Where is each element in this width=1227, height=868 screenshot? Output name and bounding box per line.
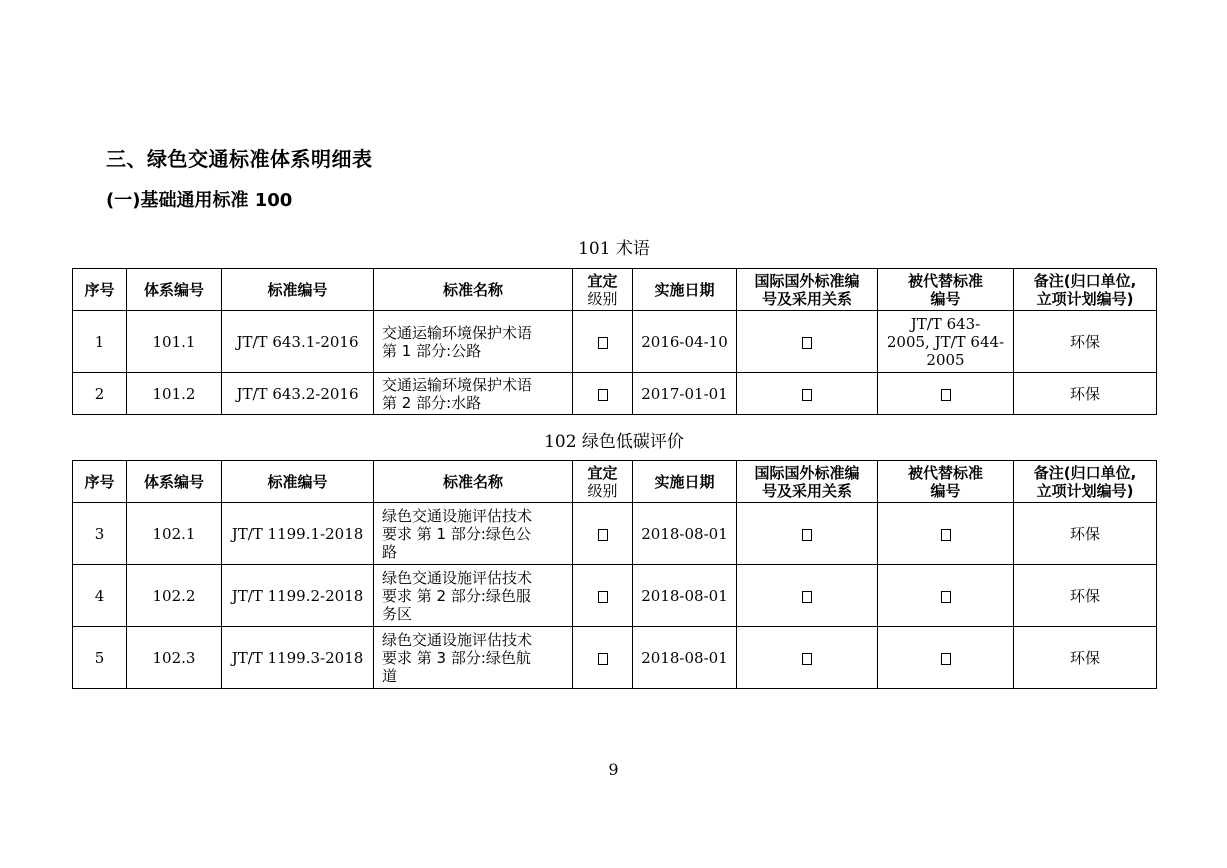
cell-intl <box>737 503 878 565</box>
header-intl-line2: 号及采用关系 <box>761 481 852 500</box>
header-replaced <box>878 461 1014 503</box>
cell-impl-date: 2018-08-01 <box>633 627 737 689</box>
header-level-line1: 宜定 <box>587 271 618 290</box>
cell-impl-date: 2017-01-01 <box>633 373 737 415</box>
header-impl-date: 实施日期 <box>633 461 737 503</box>
subsection-title: (一)基础通用标准 100 <box>106 190 293 211</box>
header-impl-date: 实施日期 <box>633 269 737 311</box>
header-level <box>573 269 633 311</box>
header-level-line1: 宜定 <box>587 463 618 482</box>
cell-standard-name <box>374 503 573 565</box>
cell-standard-name <box>374 627 573 689</box>
header-level-line2: 级别 <box>587 289 618 308</box>
cell-standard-name <box>374 565 573 627</box>
cell-impl-date: 2018-08-01 <box>633 565 737 627</box>
cell-seq: 1 <box>73 311 127 373</box>
name-line3: 道 <box>382 666 398 685</box>
cell-remark: 环保 <box>1014 503 1157 565</box>
empty-box-icon <box>941 529 951 541</box>
header-system-no: 体系编号 <box>127 461 222 503</box>
empty-box-icon <box>802 337 812 349</box>
cell-system-no: 101.1 <box>127 311 222 373</box>
header-intl <box>737 269 878 311</box>
header-standard-no: 标准编号 <box>222 269 374 311</box>
cell-replaced <box>878 503 1014 565</box>
standards-table-101 <box>72 268 1157 415</box>
name-line1: 绿色交通设施评估技术 <box>382 506 533 525</box>
empty-box-icon <box>598 653 608 665</box>
header-remark-line2: 立项计划编号) <box>1036 289 1134 308</box>
cell-replaced <box>878 373 1014 415</box>
cell-seq: 2 <box>73 373 127 415</box>
cell-seq: 5 <box>73 627 127 689</box>
table-caption-102: 102 绿色低碳评价 <box>544 432 684 452</box>
cell-system-no: 102.2 <box>127 565 222 627</box>
empty-box-icon <box>598 389 608 401</box>
cell-remark: 环保 <box>1014 373 1157 415</box>
header-standard-no: 标准编号 <box>222 461 374 503</box>
empty-box-icon <box>598 529 608 541</box>
cell-impl-date: 2016-04-10 <box>633 311 737 373</box>
name-line2: 第 2 部分:水路 <box>382 393 482 412</box>
standards-table-102 <box>72 460 1157 689</box>
empty-box-icon <box>941 389 951 401</box>
empty-box-icon <box>802 591 812 603</box>
empty-box-icon <box>598 591 608 603</box>
empty-box-icon <box>941 653 951 665</box>
name-line2: 要求 第 3 部分:绿色航 <box>382 648 531 667</box>
name-line1: 交通运输环境保护术语 <box>382 375 533 394</box>
header-remark <box>1014 269 1157 311</box>
table-row <box>73 311 1157 373</box>
header-standard-name: 标准名称 <box>374 461 573 503</box>
cell-intl <box>737 373 878 415</box>
cell-remark: 环保 <box>1014 565 1157 627</box>
table-caption-101: 101 术语 <box>578 239 650 259</box>
cell-standard-no: JT/T 1199.3-2018 <box>222 627 374 689</box>
cell-level <box>573 503 633 565</box>
header-system-no: 体系编号 <box>127 269 222 311</box>
empty-box-icon <box>598 337 608 349</box>
name-line1: 绿色交通设施评估技术 <box>382 630 533 649</box>
header-intl <box>737 461 878 503</box>
cell-replaced <box>878 627 1014 689</box>
empty-box-icon <box>802 529 812 541</box>
name-line2: 要求 第 1 部分:绿色公 <box>382 524 531 543</box>
cell-intl <box>737 627 878 689</box>
page-number: 9 <box>608 760 619 779</box>
cell-standard-name <box>374 373 573 415</box>
replaced-line3: 2005 <box>926 350 965 369</box>
header-remark <box>1014 461 1157 503</box>
table-row <box>73 565 1157 627</box>
cell-replaced <box>878 311 1014 373</box>
header-replaced-line2: 编号 <box>930 289 961 308</box>
table-row <box>73 373 1157 415</box>
cell-impl-date: 2018-08-01 <box>633 503 737 565</box>
table-header-row <box>73 461 1157 503</box>
header-remark-line1: 备注(归口单位, <box>1033 463 1137 482</box>
cell-standard-no: JT/T 643.1-2016 <box>222 311 374 373</box>
table-row <box>73 503 1157 565</box>
cell-standard-no: JT/T 1199.1-2018 <box>222 503 374 565</box>
header-replaced-line1: 被代替标准 <box>907 463 983 482</box>
cell-system-no: 102.1 <box>127 503 222 565</box>
name-line1: 交通运输环境保护术语 <box>382 323 533 342</box>
header-intl-line1: 国际国外标准编 <box>754 463 860 482</box>
empty-box-icon <box>941 591 951 603</box>
cell-standard-no: JT/T 1199.2-2018 <box>222 565 374 627</box>
cell-seq: 4 <box>73 565 127 627</box>
header-seq: 序号 <box>73 461 127 503</box>
header-level <box>573 461 633 503</box>
header-intl-line1: 国际国外标准编 <box>754 271 860 290</box>
header-intl-line2: 号及采用关系 <box>761 289 852 308</box>
header-remark-line1: 备注(归口单位, <box>1033 271 1137 290</box>
header-standard-name: 标准名称 <box>374 269 573 311</box>
header-replaced-line2: 编号 <box>930 481 961 500</box>
cell-remark: 环保 <box>1014 311 1157 373</box>
header-remark-line2: 立项计划编号) <box>1036 481 1134 500</box>
table-header-row <box>73 269 1157 311</box>
header-seq: 序号 <box>73 269 127 311</box>
cell-level <box>573 373 633 415</box>
cell-system-no: 102.3 <box>127 627 222 689</box>
cell-system-no: 101.2 <box>127 373 222 415</box>
name-line3: 路 <box>382 542 398 561</box>
name-line2: 第 1 部分:公路 <box>382 341 482 360</box>
header-replaced-line1: 被代替标准 <box>907 271 983 290</box>
table-row <box>73 627 1157 689</box>
section-title: 三、绿色交通标准体系明细表 <box>106 147 373 171</box>
empty-box-icon <box>802 653 812 665</box>
header-level-line2: 级别 <box>587 481 618 500</box>
name-line3: 务区 <box>382 604 413 623</box>
cell-level <box>573 565 633 627</box>
cell-seq: 3 <box>73 503 127 565</box>
name-line2: 要求 第 2 部分:绿色服 <box>382 586 531 605</box>
cell-standard-name <box>374 311 573 373</box>
cell-intl <box>737 311 878 373</box>
cell-remark: 环保 <box>1014 627 1157 689</box>
cell-level <box>573 311 633 373</box>
replaced-line1: JT/T 643- <box>910 314 981 333</box>
cell-intl <box>737 565 878 627</box>
cell-replaced <box>878 565 1014 627</box>
header-replaced <box>878 269 1014 311</box>
cell-standard-no: JT/T 643.2-2016 <box>222 373 374 415</box>
empty-box-icon <box>802 389 812 401</box>
replaced-line2: 2005, JT/T 644- <box>886 332 1005 351</box>
cell-level <box>573 627 633 689</box>
name-line1: 绿色交通设施评估技术 <box>382 568 533 587</box>
